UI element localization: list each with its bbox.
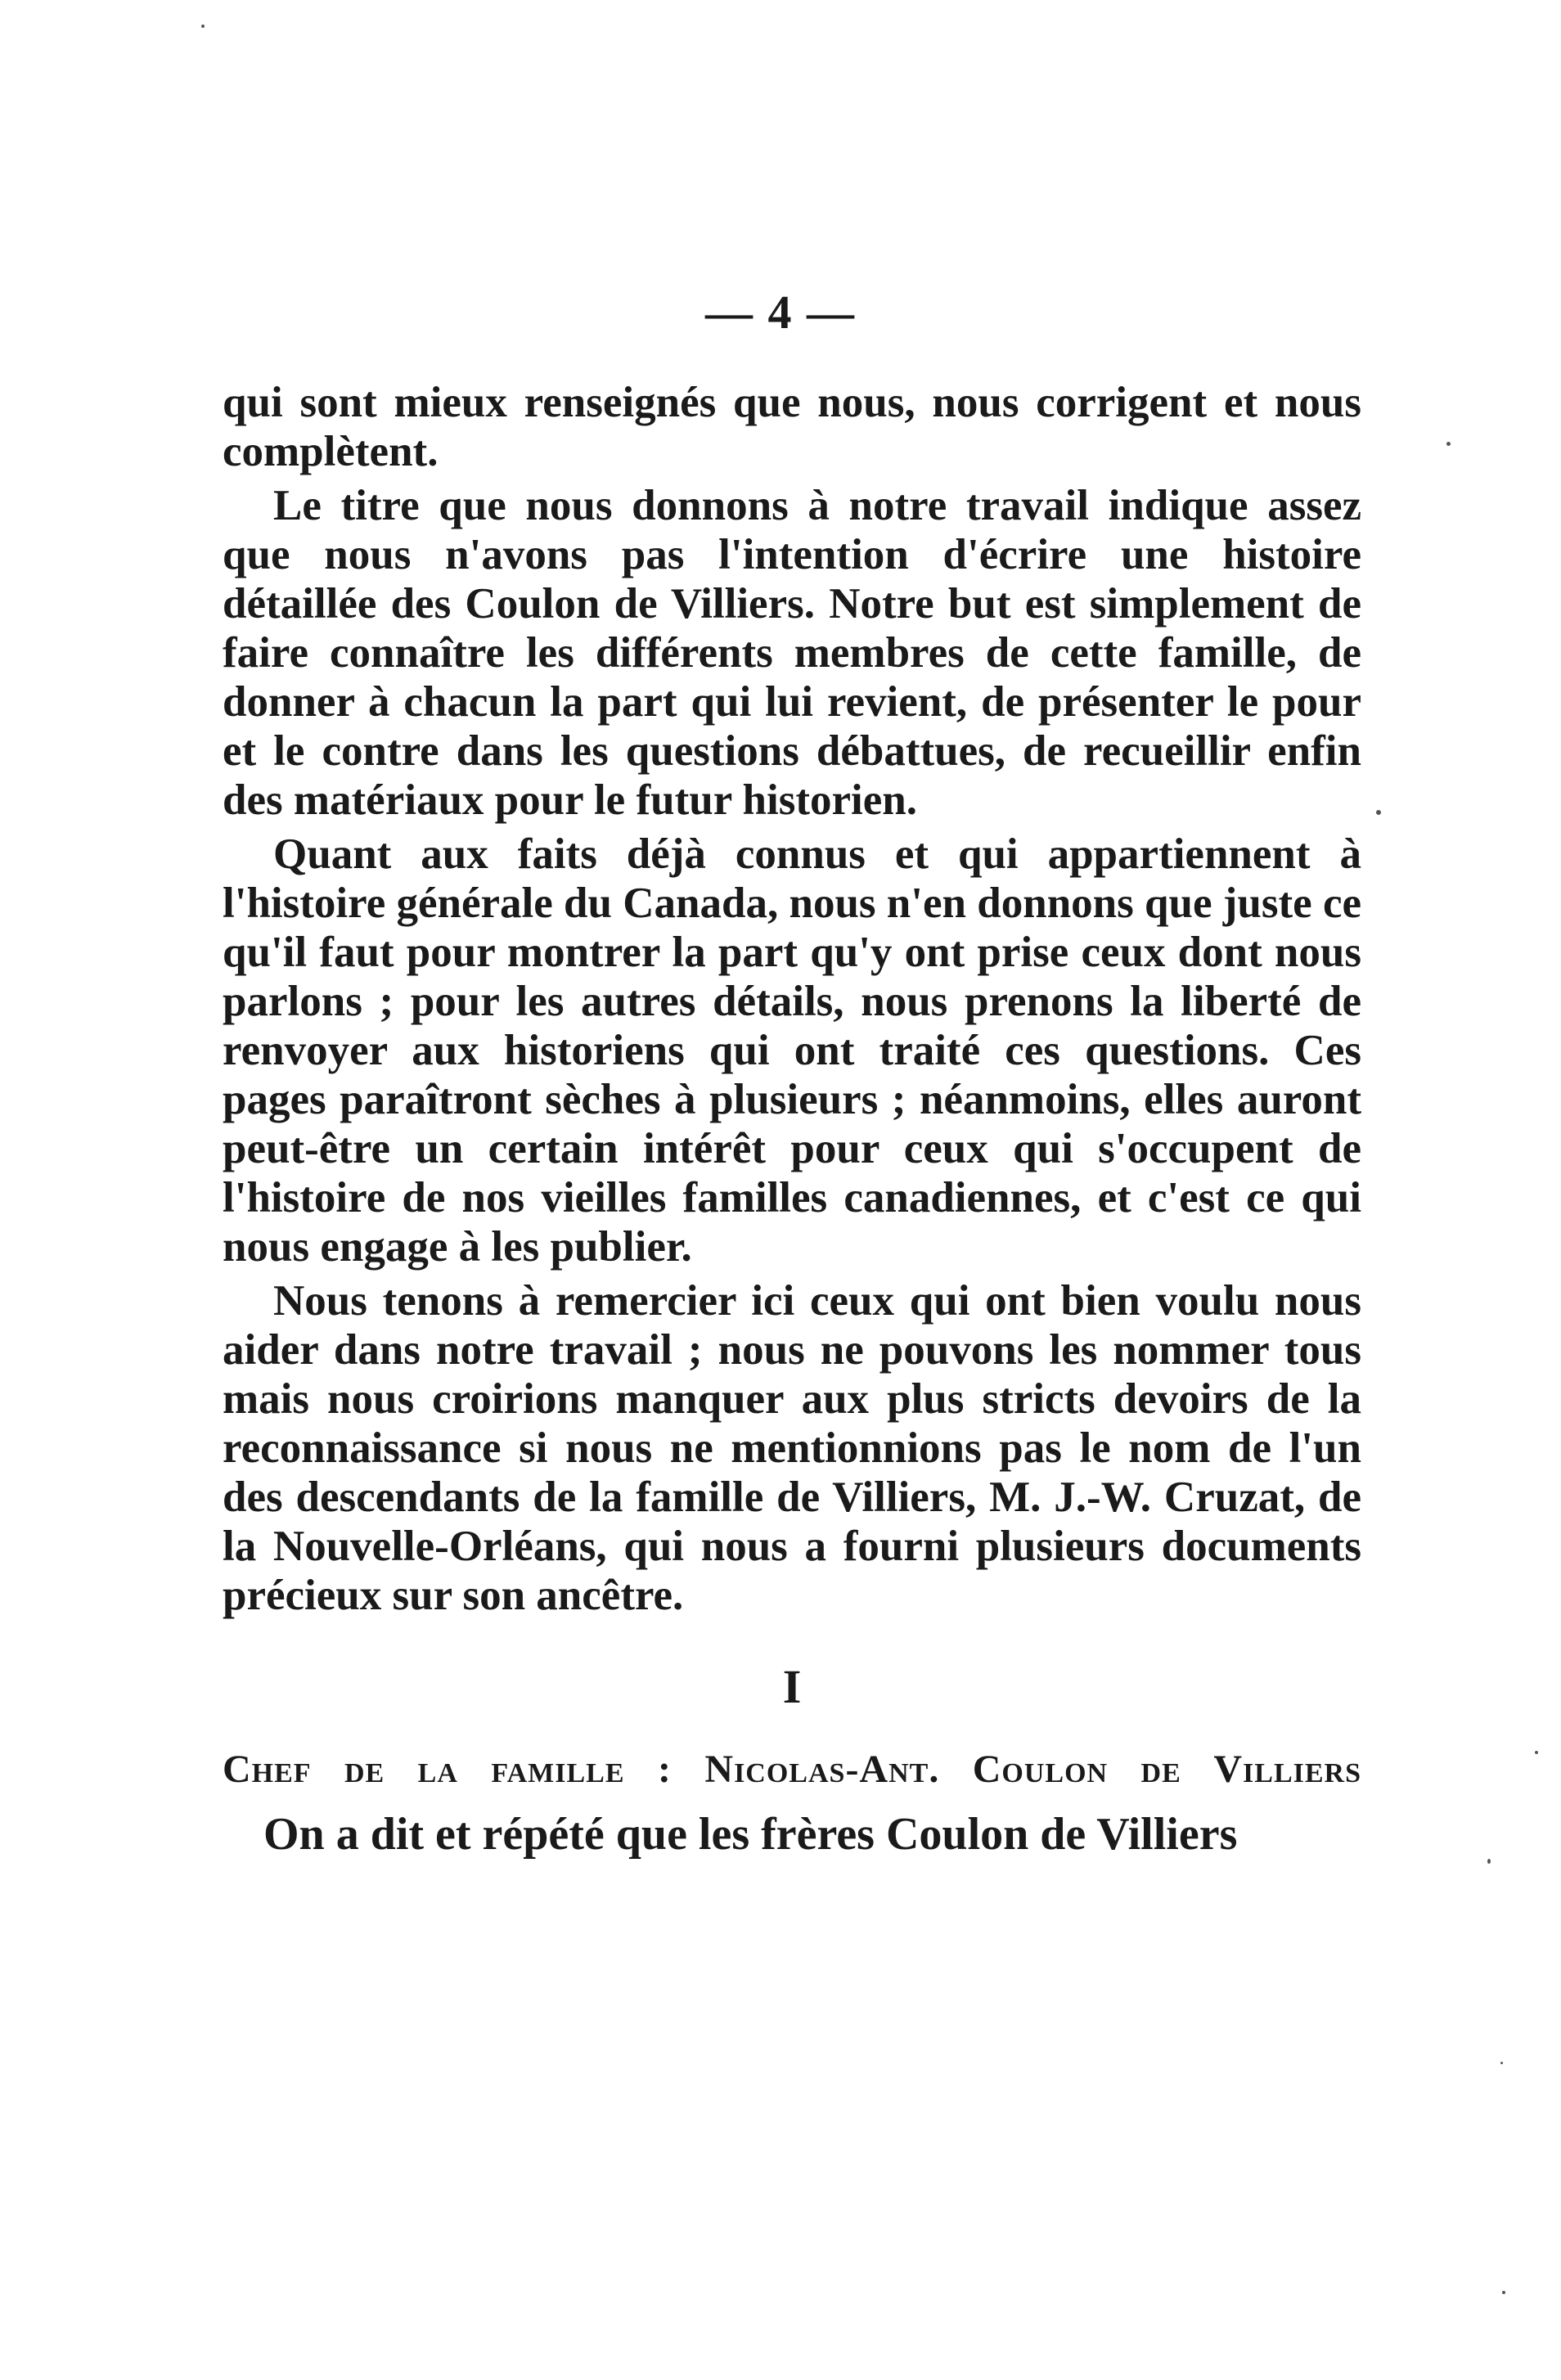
paragraph-acknowledgements: Nous tenons à remercier ici ceux qui ont bien voulu nous aider dans notre travail ; nous ne pouvons les nommer tous mais nous croirions manquer aux plus stricts devoirs de la reconnaissance si nous ne mentionnions pas le nom de l'un des descendants de la famille de Villiers, M. J.-W. Cruzat, de la Nouvelle-Orléans, qui nous a fourni plusieurs documents précieux sur son ancêtre.: [223, 1277, 1361, 1619]
scan-speck: [1500, 2062, 1503, 2064]
paragraph-continuation: qui sont mieux renseignés que nous, nous corrigent et nous complètent.: [223, 379, 1361, 475]
scan-speck: [1446, 442, 1451, 446]
section-heading: Chef de la famille : Nicolas-Ant. Coulon de Villiers: [223, 1748, 1361, 1791]
scan-speck: [1376, 810, 1381, 815]
paragraph-known-facts: Quant aux faits déjà connus et qui appartiennent à l'histoire générale du Canada, nous n'en donnons que juste ce qu'il faut pour montrer la part qu'y ont prise ceux dont nous parlons ; pour les autres détails, nous prenons la liberté de renvoyer aux historiens qui ont traité ces questions. Ces pages paraîtront sèches à plusieurs ; néanmoins, elles auront peut-être un certain intérêt pour ceux qui s'occupent de l'histoire de nos vieilles familles canadiennes, et c'est ce qui nous engage à les publier.: [223, 830, 1361, 1271]
section-numeral: I: [782, 1660, 802, 1713]
scan-speck: [1487, 1859, 1491, 1864]
page-number: — 4 —: [705, 286, 856, 339]
scan-speck: [1535, 1751, 1538, 1754]
body-text: [223, 378, 1361, 1864]
paragraph-purpose: Le titre que nous donnons à notre travail indique assez que nous n'avons pas l'intention d'écrire une histoire détaillée des Coulon de Villiers. Notre but est simplement de faire connaître les différents membres de cette famille, de donner à chacun la part qui lui revient, de présenter le pour et le contre dans les questions débattues, de recueillir enfin des matériaux pour le futur historien.: [223, 482, 1361, 824]
paragraph-section-start: On a dit et répété que les frères Coulon de Villiers: [263, 1809, 1238, 1860]
scan-speck: [1502, 2291, 1505, 2294]
scan-speck: [201, 25, 205, 28]
